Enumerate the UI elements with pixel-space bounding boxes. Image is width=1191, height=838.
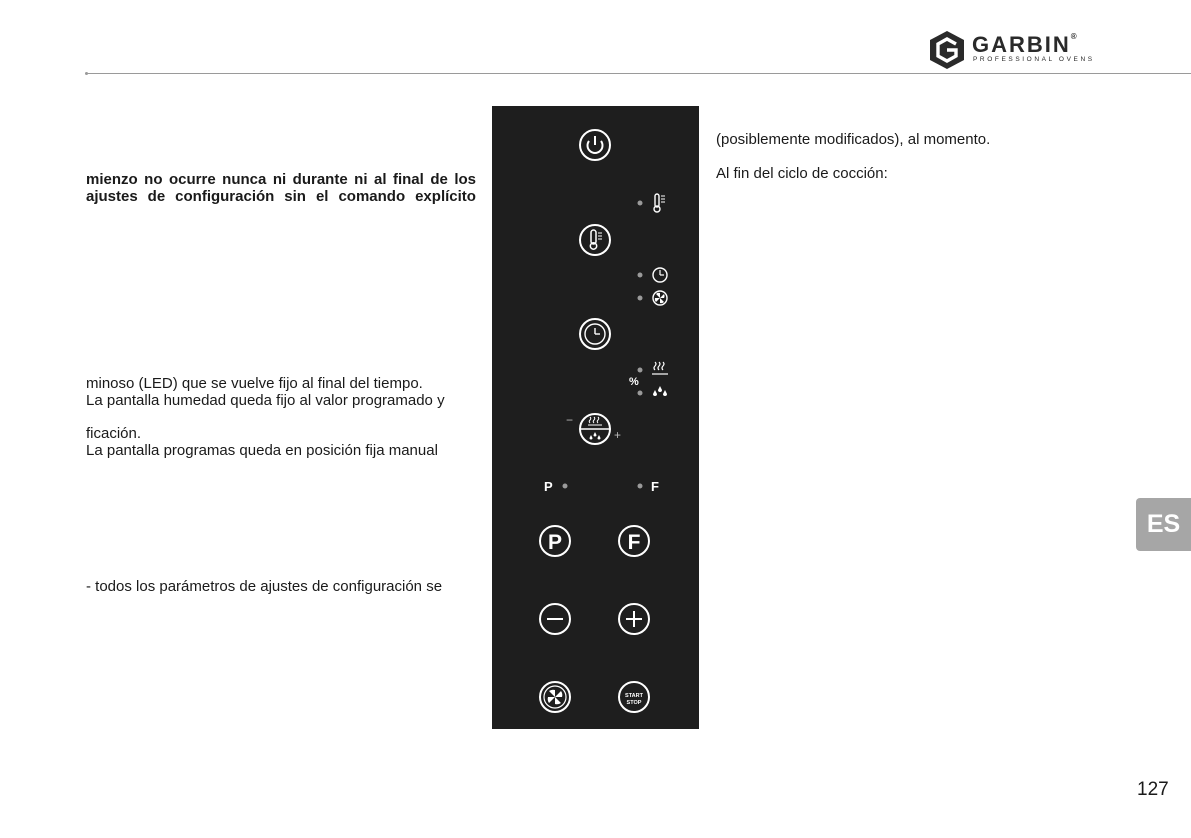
temperature-indicator-icon <box>654 194 665 212</box>
word: los <box>454 171 476 188</box>
word: ajustes <box>86 188 138 205</box>
humidity-led <box>638 391 643 396</box>
p-button-label: P <box>547 531 563 554</box>
brand-name: GARBIN® <box>972 32 1077 57</box>
f-indicator-label: F <box>651 479 659 494</box>
humidity-indicator-icon <box>653 386 667 396</box>
page-number: 127 <box>1137 779 1169 800</box>
word: al <box>373 171 387 188</box>
registered-mark: ® <box>1070 32 1077 41</box>
timer-led <box>638 273 643 278</box>
word: comando <box>338 188 406 205</box>
left-paragraph-2 <box>86 375 445 409</box>
bold-line-2 <box>86 188 476 205</box>
word: nunca <box>222 171 267 188</box>
word: configuración <box>175 188 275 205</box>
bold-line-1 <box>86 171 476 188</box>
humidity-knob[interactable] <box>580 414 610 444</box>
word: ni <box>354 171 368 188</box>
left-paragraph-4 <box>86 578 442 595</box>
word: el <box>315 188 329 205</box>
steam-led <box>638 368 643 373</box>
header-rule <box>86 73 1191 74</box>
word: de <box>430 171 448 188</box>
para-2-line-2: La pantalla humedad queda fijo al valor programado y <box>86 392 445 409</box>
right-line-1: (posiblemente modificados), al momento. <box>716 131 991 148</box>
para-4-line-1: - todos los parámetros de ajustes de configuración se <box>86 578 443 595</box>
stop-label: STOP <box>626 700 642 706</box>
header-rule-dot <box>85 72 88 75</box>
fan-indicator-icon <box>653 291 667 305</box>
temperature-led <box>638 201 643 206</box>
oven-control-panel <box>492 106 699 729</box>
language-tab[interactable]: ES <box>1136 498 1191 551</box>
word: no <box>144 171 163 188</box>
word: ni <box>272 171 287 188</box>
f-button-label: F <box>627 531 641 554</box>
p-indicator-label: P <box>544 479 553 494</box>
para-2-line-1: minoso (LED) que se vuelve fijo al final del tiempo. <box>86 375 423 392</box>
start-label: START <box>625 693 643 699</box>
plus-button[interactable] <box>619 604 649 634</box>
humidity-knob-drops-icon <box>590 432 601 440</box>
temperature-button[interactable] <box>580 225 610 255</box>
word: mienzo <box>86 171 138 188</box>
percent-label: % <box>629 376 639 388</box>
power-button[interactable] <box>580 130 610 160</box>
timer-indicator-icon <box>653 268 667 282</box>
word: final <box>392 171 424 188</box>
minus-button[interactable] <box>540 604 570 634</box>
word: durante <box>292 171 348 188</box>
right-line-2: Al fin del ciclo de cocción: <box>716 165 888 182</box>
knob-plus-sign: + <box>614 428 622 442</box>
control-panel-graphics <box>492 106 699 729</box>
garbin-logo <box>928 30 1108 70</box>
f-led <box>638 484 643 489</box>
steam-indicator-icon <box>652 362 668 374</box>
brand-tagline: PROFESSIONAL OVENS <box>973 56 1095 63</box>
word: ocurre <box>168 171 216 188</box>
para-3-line-2: La pantalla programas queda en posición fija manual <box>86 442 438 459</box>
knob-minus-sign: − <box>566 413 574 427</box>
word: de <box>147 188 166 205</box>
garbin-hexagon-logo-icon <box>928 30 966 70</box>
p-led <box>563 484 568 489</box>
left-paragraph-3 <box>86 425 438 459</box>
word: sin <box>284 188 306 205</box>
fan-led <box>638 296 643 301</box>
timer-button[interactable] <box>580 319 610 349</box>
para-3-line-1: ficación. <box>86 425 142 442</box>
fan-button[interactable] <box>540 682 570 712</box>
word: explícito <box>415 188 476 205</box>
left-paragraph-bold <box>86 171 476 205</box>
